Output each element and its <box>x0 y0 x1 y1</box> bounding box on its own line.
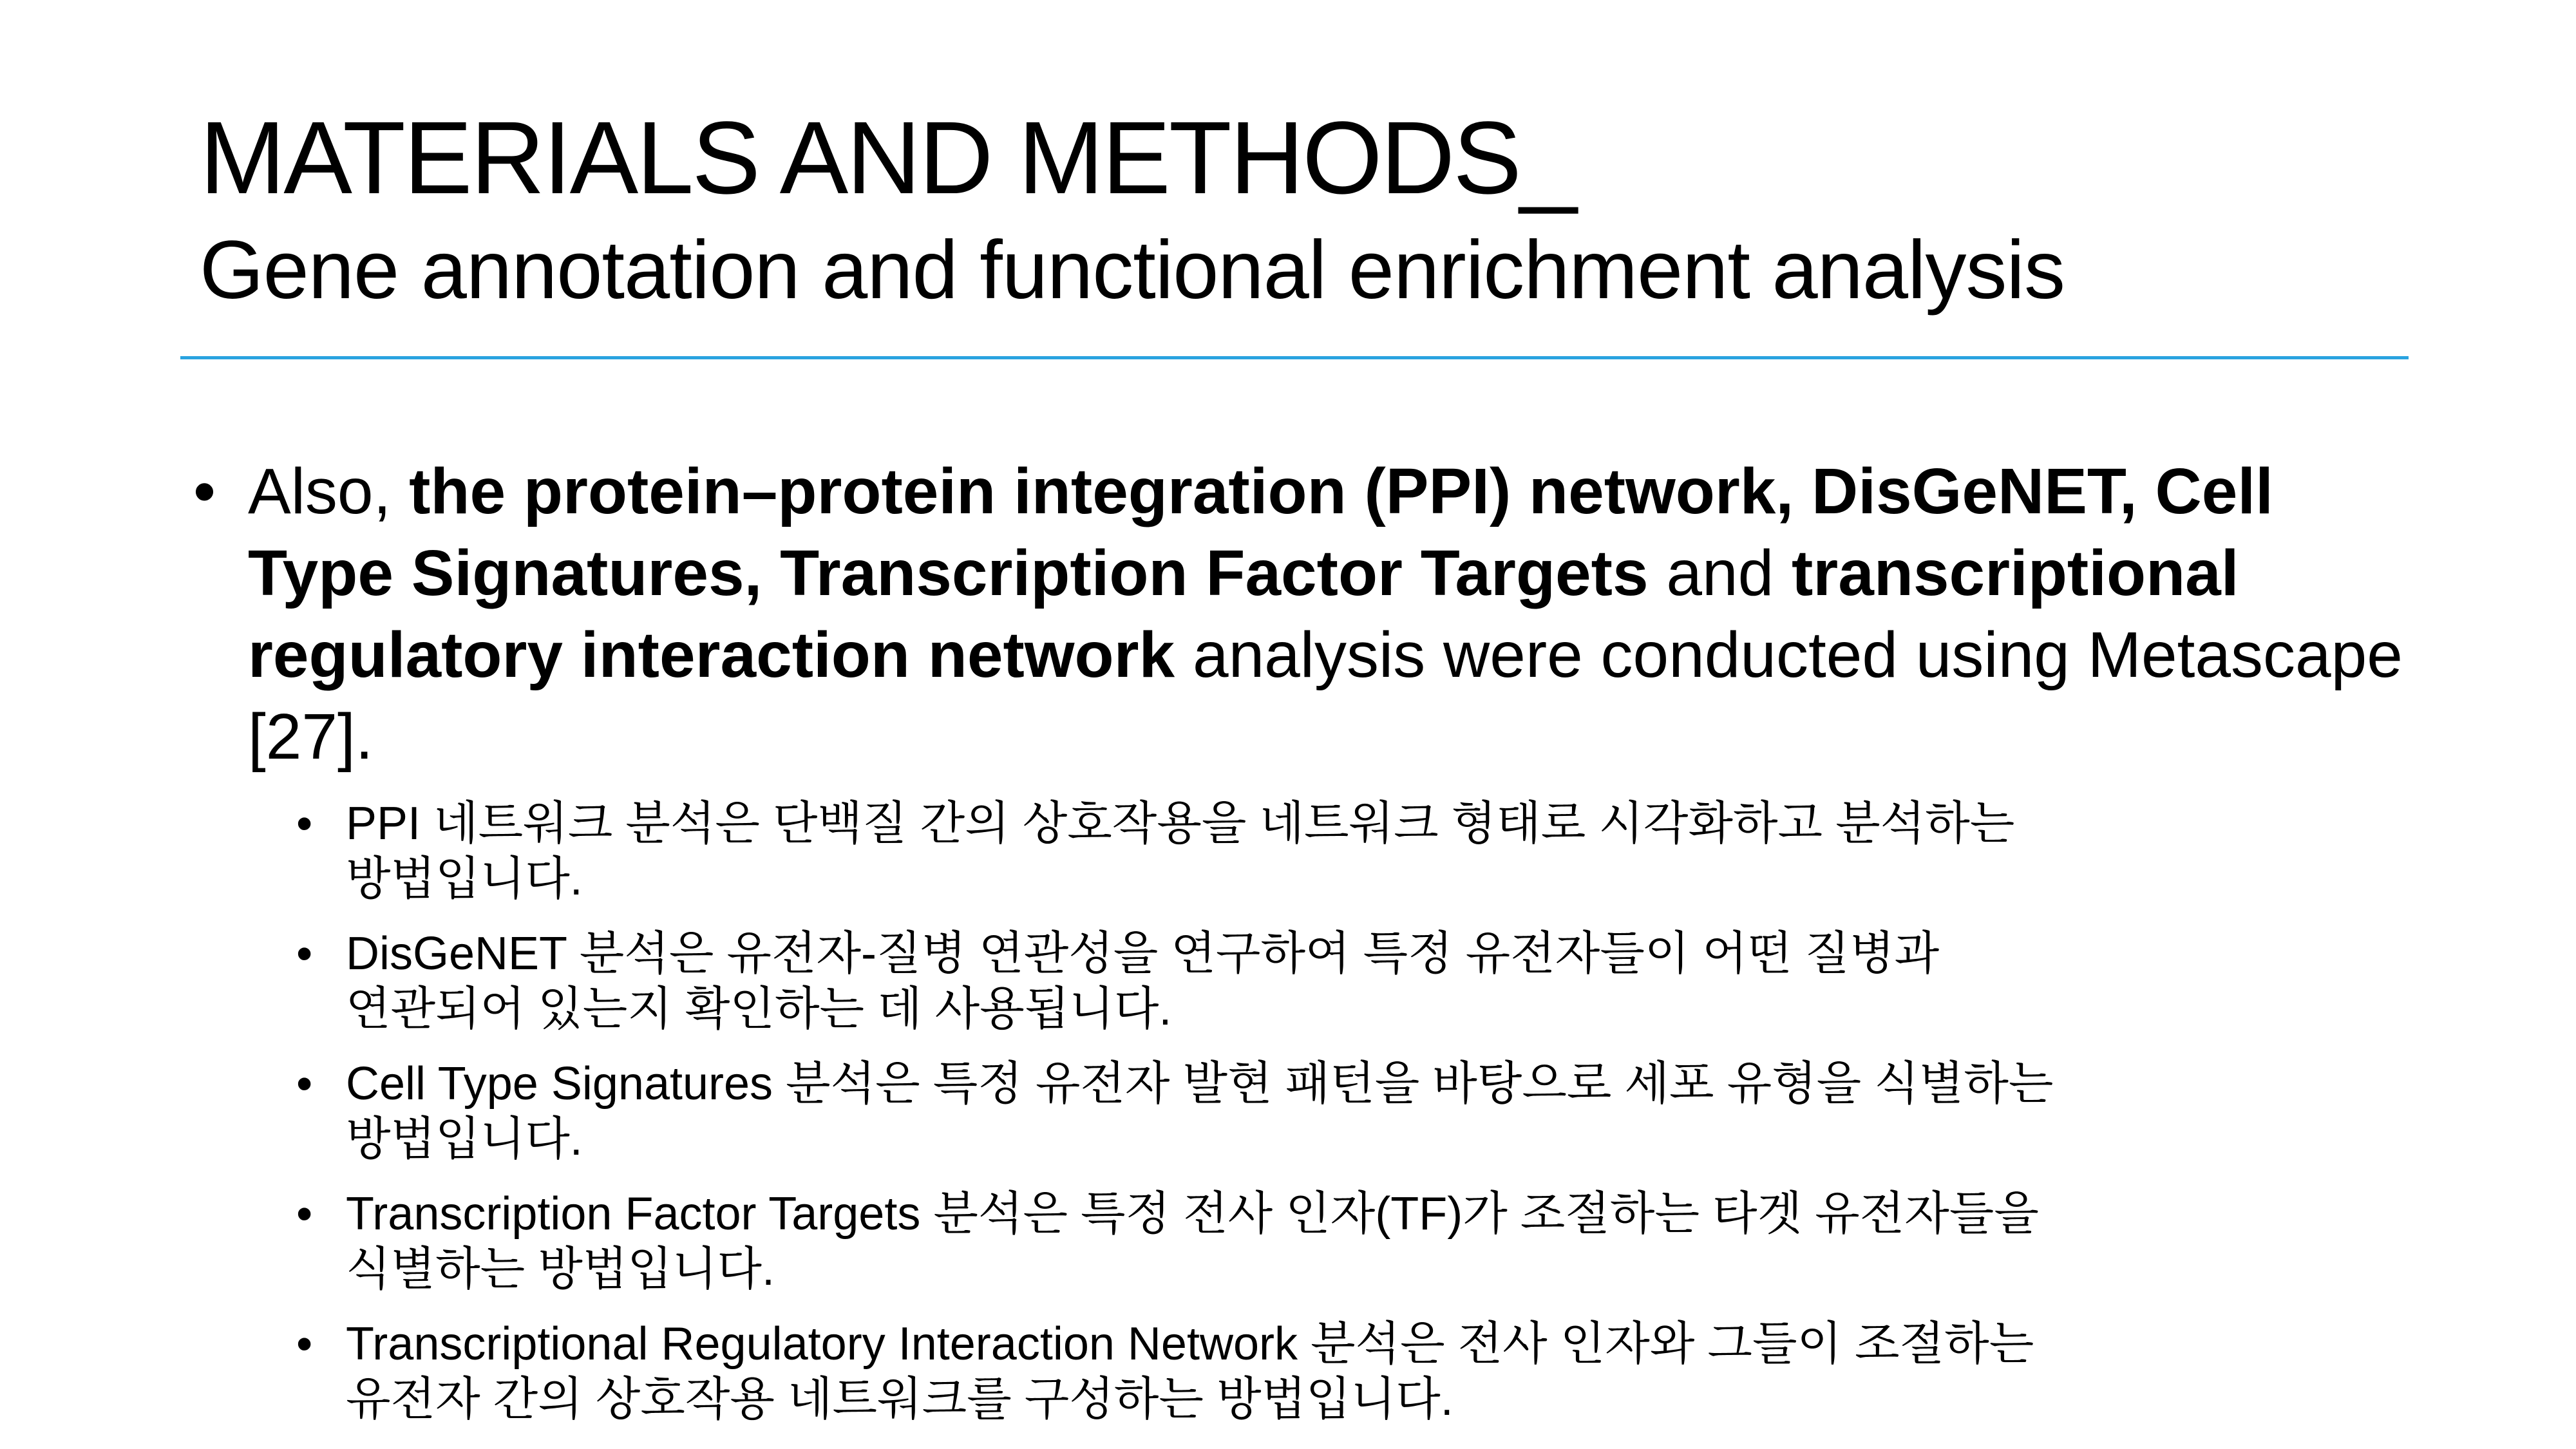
sub-bullet-line-2: 연관되어 있는지 확인하는 데 사용됩니다. <box>346 983 1172 1035</box>
bullet-icon: • <box>296 798 313 849</box>
main-bullet-item <box>193 451 2409 778</box>
sub-bullet-line-2: 방법입니다. <box>346 1113 583 1165</box>
sub-bullet-line-1: Transcriptional Regulatory Interaction Network 분석은 전사 인자와 그들이 조절하는 <box>346 1318 2034 1370</box>
main-text-part-3: analysis were conducted using Metascape [27]. <box>248 619 2403 773</box>
sub-bullet-tf-targets <box>296 1186 2409 1297</box>
sub-bullet-list <box>296 796 2409 1427</box>
main-bullet-text <box>248 455 2403 773</box>
bullet-icon: • <box>296 928 313 980</box>
bullet-icon: • <box>296 1318 313 1370</box>
sub-bullet-line-1: Transcription Factor Targets 분석은 특정 전사 인자(TF)가 조절하는 타겟 유전자들을 <box>346 1188 2039 1240</box>
sub-bullet-regulatory-network <box>296 1316 2409 1427</box>
sub-bullet-cell-type <box>296 1056 2409 1167</box>
sub-bullet-line-2: 유전자 간의 상호작용 네트워크를 구성하는 방법입니다. <box>346 1374 1454 1425</box>
main-text-part-2: and <box>1648 537 1792 609</box>
slide-body <box>193 451 2409 1446</box>
sub-bullet-line-2: 식별하는 방법입니다. <box>346 1244 775 1295</box>
sub-bullet-line-1: DisGeNET 분석은 유전자-질병 연관성을 연구하여 특정 유전자들이 어떤 질병과 <box>346 928 1940 980</box>
bullet-icon: • <box>296 1188 313 1240</box>
title-divider <box>180 356 2409 359</box>
sub-bullet-ppi <box>296 796 2409 907</box>
sub-bullet-line-1: PPI 네트워크 분석은 단백질 간의 상호작용을 네트워크 형태로 시각화하고 분석하는 <box>346 798 2015 849</box>
main-bold-part-2: transcriptional regulatory interaction network <box>248 537 2239 691</box>
slide-title: MATERIALS AND METHODS_ <box>200 100 1575 215</box>
main-bold-part-1: the protein–protein integration (PPI) network, DisGeNET, Cell Type Signatures, Transcription Factor Targets <box>248 455 2273 609</box>
main-text-part-1: Also, <box>248 455 410 527</box>
bullet-icon: • <box>296 1058 313 1110</box>
sub-bullet-line-2: 방법입니다. <box>346 853 583 905</box>
slide-subtitle: Gene annotation and functional enrichment analysis <box>200 224 2065 316</box>
sub-bullet-line-1: Cell Type Signatures 분석은 특정 유전자 발현 패턴을 바탕으로 세포 유형을 식별하는 <box>346 1058 2054 1110</box>
bullet-icon: • <box>193 455 216 527</box>
sub-bullet-disgenet <box>296 926 2409 1037</box>
